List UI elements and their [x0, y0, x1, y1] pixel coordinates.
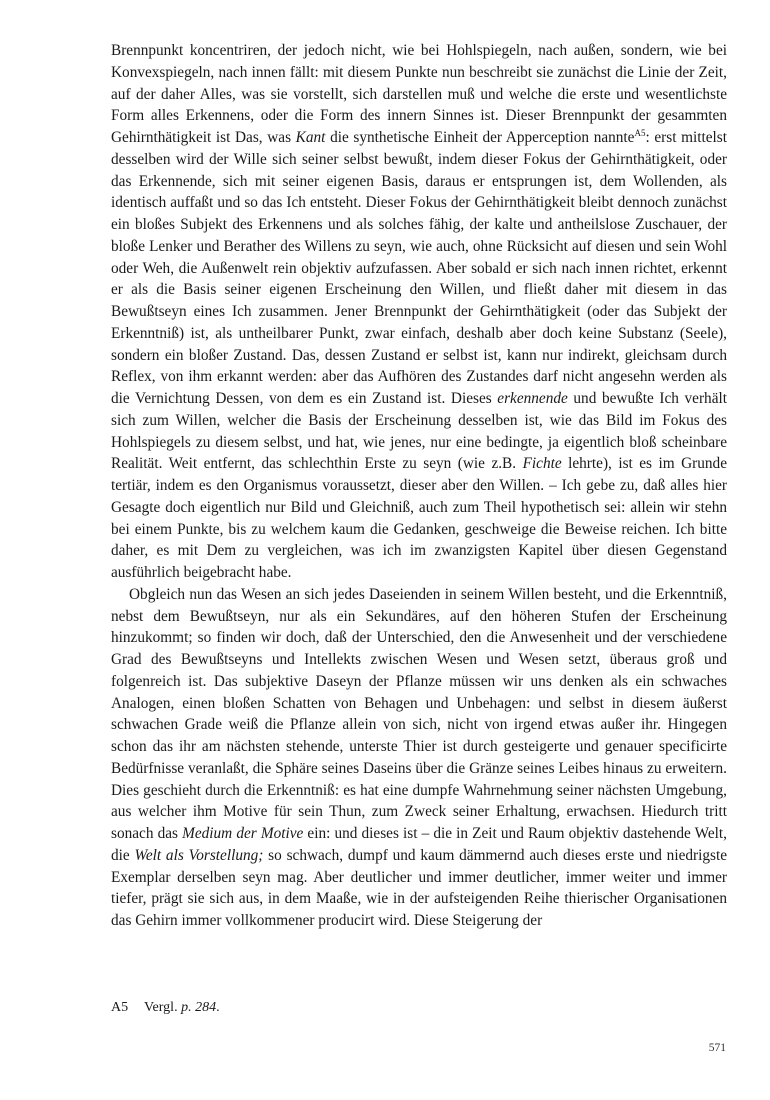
footnote-reference: A5 — [634, 128, 646, 138]
text-run: und bewußte Ich verhält sich zum Willen, welcher die Basis der Erscheinung desselben ist, wie das Bild im Fokus des Hohlspiegels zu diesem selbst, und hat, wie jenes, nur eine bedingte, ja eigentlich bloß scheinbare Realität. Weit entfernt, das schlechthin Erste zu seyn (wie z.B. — [111, 390, 727, 473]
footnote-mark: A5 — [111, 1000, 129, 1015]
footnote-text — [144, 1000, 220, 1015]
text-run: Vergl. — [144, 1000, 182, 1015]
text-run: lehrte), ist es im Grunde tertiär, indem es den Organismus voraussetzt, dieser aber den Willen. – Ich gebe zu, daß alles hier Gesagte doch eigentlich nur Bild und Gleichniß, auch zum Theil hypothetisch sei: allein wir stehn bei einem Punkte, bis zu welchem kaum die Gedanken, geschweige die Beweise reichen. Ich bitte daher, es mit Dem zu vergleichen, was ich im zwanzigsten Kapitel über diesen Gegenstand ausführlich beigebracht habe. — [111, 455, 727, 581]
text-run: die synthetische Einheit der Apperception nannte — [325, 129, 635, 146]
text-run: ein: und dieses ist – die in Zeit und Raum objektiv dastehende Welt, die — [111, 825, 727, 864]
paragraph — [111, 584, 727, 932]
emphasis-text: Medium der Motive — [182, 825, 304, 842]
text-run: Obgleich nun das Wesen an sich jedes Daseienden in seinem Willen besteht, und die Erkenntniß, nebst dem Bewußtseyn, nur als ein Sekundäres, auf den höheren Stufen der Erscheinung hinzukommt; so finden wir doch, daß der Unterschied, den die Anwesenheit und der verschiedene Grad des Bewußtseyns und Intellekts zwischen Wesen und Wesen setzt, überaus groß und folgenreich ist. Das subjektive Daseyn der Pflanze müssen wir uns denken als ein schwaches Analogen, einen bloßen Schatten von Behagen und Unbehagen: und selbst in diesem äußerst schwachen Grade weiß die Pflanze allein von sich, nicht von irgend etwas außer ihr. Hingegen schon das ihr am nächsten stehende, unterste Thier ist durch gesteigerte und genauer specificirte Bedürfnisse veranlaßt, die Sphäre seines Daseins über die Gränze seines Leibes hinaus zu erweitern. Dies geschieht durch die Erkenntniß: es hat eine dumpfe Wahrnehmung seiner nächsten Umgebung, aus welcher ihm Motive für sein Thun, zum Zweck seiner Erhaltung, erwachsen. Hiedurch tritt sonach das — [111, 585, 727, 842]
text-run: . — [216, 1000, 220, 1015]
emphasis-text: Kant — [295, 129, 326, 146]
text-run: Brennpunkt koncentriren, der jedoch nicht, wie bei Hohlspiegeln, nach außen, sondern, wie bei Konvexspiegeln, nach innen fällt: mit diesem Punkte nun beschreibt sie zunächst die Linie der Zeit, auf der daher Alles, was sie vorstellt, sich darstellen muß und welche die erste und wesentlichste Form alles Erkennens, oder die Form des innern Sinnes ist. Dieser Brennpunkt der gesammten Gehirnthätigkeit ist Das, was — [111, 42, 727, 146]
emphasis-text: p. 284 — [181, 1000, 217, 1015]
emphasis-text: Welt als Vorstellung; — [134, 846, 264, 864]
emphasis-text: Fichte — [522, 455, 562, 473]
page-number: 571 — [708, 1042, 726, 1054]
main-text-column — [111, 40, 727, 932]
footnote — [111, 998, 727, 1018]
paragraph — [111, 40, 727, 584]
text-run: : erst mittelst desselben wird der Wille sich seiner selbst bewußt, indem dieser Fokus der Gehirnthätigkeit, oder das Erkennende, sich mit seiner eigenen Basis, daraus er entsprungen ist, dem Wollenden, als identisch auffaßt und so das Ich entsteht. Dieser Fokus der Gehirnthätigkeit bleibt dennoch zunächst ein bloßes Subjekt des Erkennens und als solches fähig, der kalte und antheilslose Zuschauer, der bloße Lenker und Berather des Willens zu seyn, wie auch, ohne Rücksicht auf diesen und sein Wohl oder Weh, die Außenwelt rein objektiv aufzufassen. Aber sobald er sich nach innen richtet, erkennt er als die Basis seiner eigenen Erscheinung den Willen, und fließt daher mit diesem in das Bewußtseyn eines Ich zusammen. Jener Brennpunkt der Gehirnthätigkeit (oder das Subjekt der Erkenntniß) ist, als untheilbarer Punkt, zwar einfach, deshalb aber doch keine Substanz (Seele), sondern ein bloßer Zustand. Das, dessen Zustand er selbst ist, kann nur indirekt, gleichsam durch Reflex, von ihm erkannt werden: aber das Aufhören des Zustandes darf nicht angesehn werden als die Vernichtung Dessen, von dem es ein Zustand ist. Dieses — [111, 129, 727, 407]
emphasis-text: erkennende — [497, 390, 568, 407]
text-run: so schwach, dumpf und kaum dämmernd auch dieses erste und niedrigste Exemplar derselben seyn mag. Aber deutlicher und immer deutlicher, immer weiter und immer tiefer, prägt sie sich aus, in dem Maaße, wie in der aufsteigenden Reihe thierischer Organisationen das Gehirn immer vollkommener producirt wird. Diese Steigerung der — [111, 846, 727, 929]
